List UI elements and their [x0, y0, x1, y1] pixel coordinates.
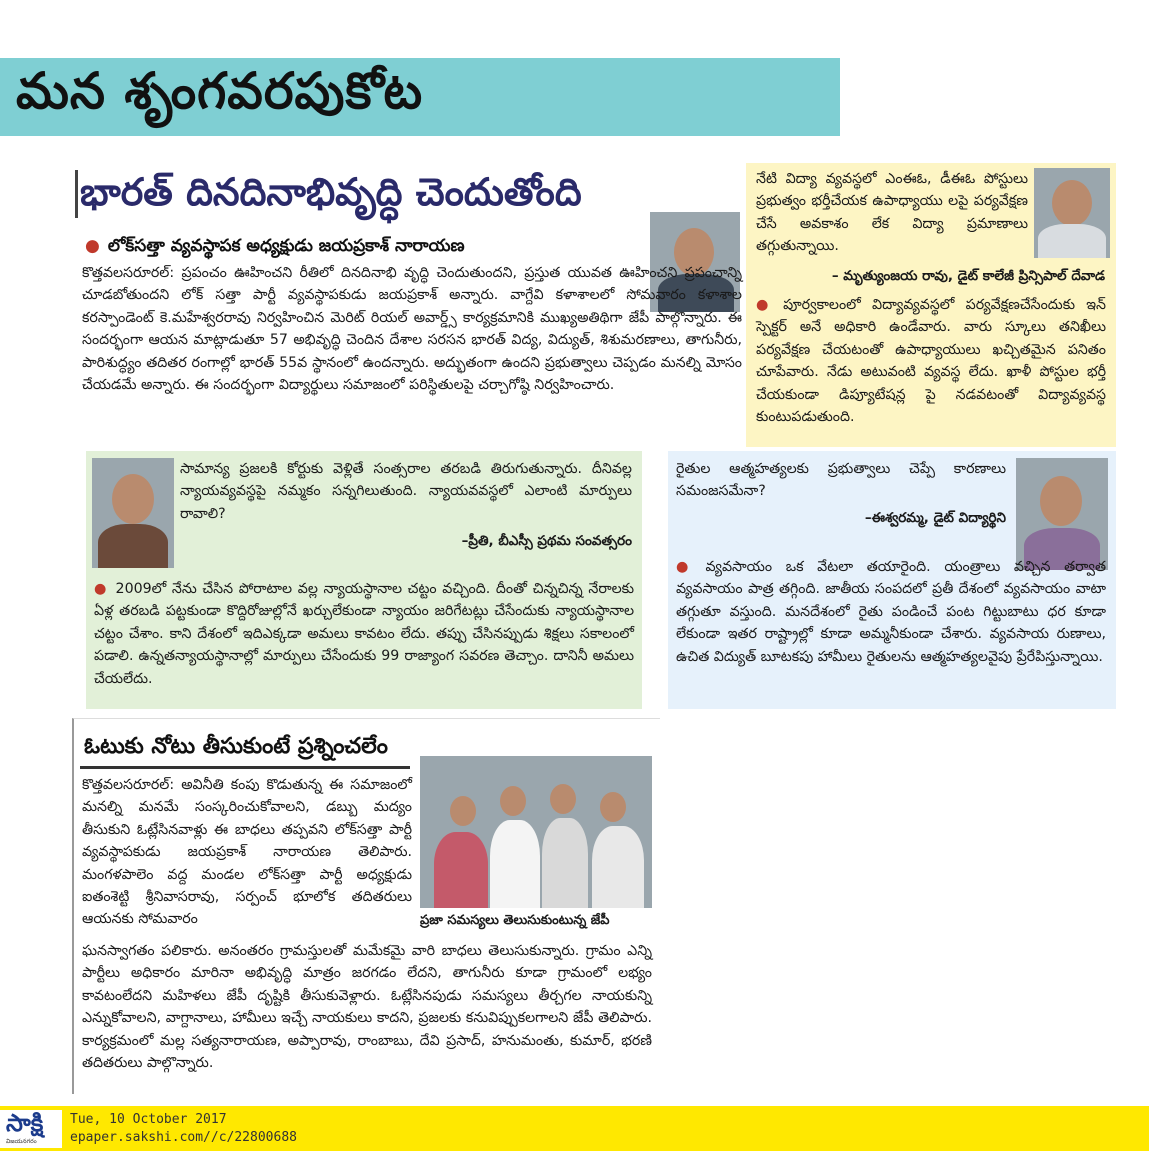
principal-answer	[756, 294, 1106, 428]
footer-url[interactable]: epaper.sakshi.com//c/22800688	[70, 1130, 297, 1145]
eswaramma-answer-text: వ్యవసాయం ఒక వేటలా తయారైంది. యంత్రాలు వచ్చిన తర్వాత వ్యవసాయం పాత్ర తగ్గింది. జాతీయ సంపదలో ప్రతీ దేశంలో వ్యవసాయం వాటా తగ్గుతూ వస్తుంది. మనదేశంలో రైతు పండించే పంట గిట్టుబాటు ధర కూడా లేకుండా ఇతర రాష్ట్రాల్లో కూడా అమ్మనీకుండా చేశారు. వ్యవసాయ రుణాలు, ఉచిత విద్యుత్ బూటకపు హామీలు రైతులను ఆత్మహత్యలవైపు ప్రేరేపిస్తున్నాయి.	[676, 559, 1106, 665]
bullet-icon: ●	[94, 581, 108, 597]
bullet-icon: ●	[85, 236, 100, 256]
principal-photo	[1034, 168, 1110, 258]
headline-rule	[75, 170, 78, 218]
bullet-icon: ●	[676, 559, 698, 575]
preethi-question: సామాన్య ప్రజలకి కోర్టుకు వెళ్లితే సంత్సరాల తరబడి తిరుగుతున్నారు. దీనివల్ల న్యాయవ్యవస్థపై నమ్మకం సన్నగిలుతుంది. న్యాయవవస్థలో ఎలాంటి మార్పులు రావాలి?	[180, 461, 632, 522]
main-headline: భారత్ దినదినాభివృద్ధి చెందుతోంది	[80, 170, 582, 214]
principal-attribution: – మృత్యుంజయ రావు, డైట్ కాలేజీ ప్రిన్సిపాల్ దేవాడ	[831, 268, 1105, 284]
preethi-answer	[94, 578, 634, 690]
preethi-attribution: –ప్రీతి, బీఎస్సీ ప్రథమ సంవత్సరం	[461, 533, 632, 549]
eswaramma-attribution: –ఈశ్వరమ్మ, డైట్ విద్యార్థిని	[864, 510, 1006, 526]
main-paragraph: కొత్తవలసరూరల్: ప్రపంచం ఊహించని రీతిలో దినదినాభి వృద్ధి చెందుతుందని, ప్రస్తుత యువత ఊహించని ప్రపంచాన్ని చూడబోతుందని లోక్ సత్తా పార్టీ వ్యవస్థాపకుడు జయప్రకాశ్ అన్నారు. వాగ్దేవి కళాశాలలో సోమవారం కళాశాల కరస్పాండెంట్ కె.మహేశ్వరరావు నిర్వహించిన మెరిట్ రియల్ అవార్డ్స్ కార్యక్రమానికి ముఖ్యఅతిథిగా జేపీ పాల్గొన్నారు. ఈ సందర్భంగా ఆయన మాట్లాడుతూ 57 అభివృద్ధి చెందిన దేశాల సరసన భారత్ విద్య, విద్యుత్, శిశుమరణాలు, తాగునీరు, పారిశుద్ధ్యం తదితర రంగాల్లో భారత్ 55వ స్థానంలో ఉందన్నారు. అద్భుతంగా ఉందని ప్రభుత్వాలు చెప్పడం మనల్ని మోసం చేయడమే అన్నారు. ఈ సందర్భంగా విద్యార్థులు సమాజంలో పరిస్థితులపై చర్చాగోష్ఠి నిర్వహించారు.	[82, 265, 742, 394]
bullet-icon: ●	[756, 297, 776, 313]
sakshi-logo: సాక్షి	[6, 1108, 44, 1137]
principal-question: నేటి విద్యా వ్యవస్థలో ఎంఈఓ, డీఈఓ పోస్టులు ప్రభుత్వం భర్తీచేయక ఉపాధ్యాయు లపై పర్యవేక్షణ చేసే అవకాశం లేక విద్యా ప్రమాణాలు తగ్గుతున్నాయి.	[756, 171, 1028, 255]
footer-date: Tue, 10 October 2017	[70, 1112, 227, 1127]
bottom-headline-rule	[80, 766, 410, 769]
sakshi-logo-subtitle: విజయనగరం	[6, 1138, 37, 1145]
masthead-title: మన శృంగవరపుకోట	[16, 62, 424, 120]
bottom-article-continuation: ఘనస్వాగతం పలికారు. అనంతరం గ్రామస్తులతో మమేకమై వారి బాధలు తెలుసుకున్నారు. గ్రామం ఎన్ని పార్టీలు అధికారం మారినా అభివృద్ధి మాత్రం జరగడం లేదని, తాగునీరు కూడా గ్రామంలో లభ్యం కావటంలేదని మహిళలు జేపీ దృష్టికి తీసుకువెళ్లారు. ఓట్లేసినపుడు సమస్యలు తీర్చగల నాయకున్ని ఎన్నుకోవాలని, వాగ్దానాలు, హామీలు ఇచ్చే నాయకులు కాదని, ప్రజలకు కనువిప్పుకలగాలని జేపీ తెలిపారు. కార్యక్రమంలో మల్ల సత్యనారాయణ, అప్పారావు, రాంబాబు, దేవి ప్రసాద్, హనుమంతు, కుమార్, భరణి తదితరులు పాల్గొన్నారు.	[82, 943, 652, 1072]
eswaramma-answer	[676, 556, 1106, 668]
eswaramma-photo	[1016, 458, 1108, 570]
subhead-text: లోక్‌సత్తా వ్యవస్థాపక అధ్యక్షుడు జయప్రకాశ్ నారాయణ	[107, 236, 465, 256]
main-article-body	[82, 262, 742, 396]
crowd-photo-caption: ప్రజా సమస్యలు తెలుసుకుంటున్న జేపీ	[420, 913, 610, 928]
bottom-article-column: కొత్తవలసరూరల్: అవినీతి కంపు కొడుతున్న ఈ సమాజంలో మనల్ని మనమే సంస్కరించుకోవాలని, డబ్బు మద్యం తీసుకుని ఓట్లేసినవాళ్లు ఈ బాధలు తప్పవని లోక్‌సత్తా పార్టీ వ్యవస్థాపకుడు జయప్రకాశ్ నారాయణ తెలిపారు. మంగళపాలెం వద్ద మండల లోక్‌సత్తా పార్టీ అధ్యక్షుడు ఐతంశెట్టి శ్రీనివాసరావు, సర్పంచ్ భూలోక తదితరులు ఆయనకు సోమవారం	[82, 777, 412, 928]
main-subhead	[85, 236, 465, 260]
crowd-photo	[420, 756, 652, 908]
preethi-photo	[92, 458, 174, 568]
eswaramma-question: రైతుల ఆత్మహత్యలకు ప్రభుత్వాలు చెప్పే కారణాలు సమంజసమేనా?	[676, 461, 1006, 500]
principal-answer-text: పూర్వకాలంలో విద్యావ్యవస్థలో పర్యవేక్షణచేసేందుకు ఇన్ స్పెక్టర్ అనే అధికారి ఉండేవారు. వారు స్కూలు తనిఖీలు పర్యవేక్షణ చేయటంతో ఉపాధ్యాయులు ఖచ్చితమైన పనితం చూపేవారు. నేడు అటువంటి వ్యవస్థ లేదు. ఖాళీ పోస్టుల భర్తీ చేయకుండా డిప్యూటేషన్ల పై నడవటంతో విద్యావ్యవస్థ కుంటుపడుతుంది.	[756, 297, 1106, 426]
bottom-headline: ఓటుకు నోటు తీసుకుంటే ప్రశ్నించలేం	[84, 734, 388, 759]
preethi-answer-text: 2009లో నేను చేసిన పోరాటాల వల్ల న్యాయస్థానాల చట్టం వచ్చింది. దీంతో చిన్నచిన్న నేరాలకు ఏళ్ల తరబడి పట్టకుండా కొద్దిరోజుల్లోనే ఖర్చులేకుండా న్యాయం జరిగేటట్లు చేసేందుకు న్యాయస్థానాల చట్టం చేశాం. కాని దేశంలో ఇదిఎక్కడా అమలు కావటం లేదు. తప్పు చేసినప్పుడు శిక్షలు సకాలంలో పడాలి. ఉన్నతన్యాయస్థానాల్లో మార్పులు చేసేందుకు 99 రాజ్యాంగ సవరణ తెచ్చాం. దానినీ అమలు చేయలేదు.	[94, 581, 634, 687]
